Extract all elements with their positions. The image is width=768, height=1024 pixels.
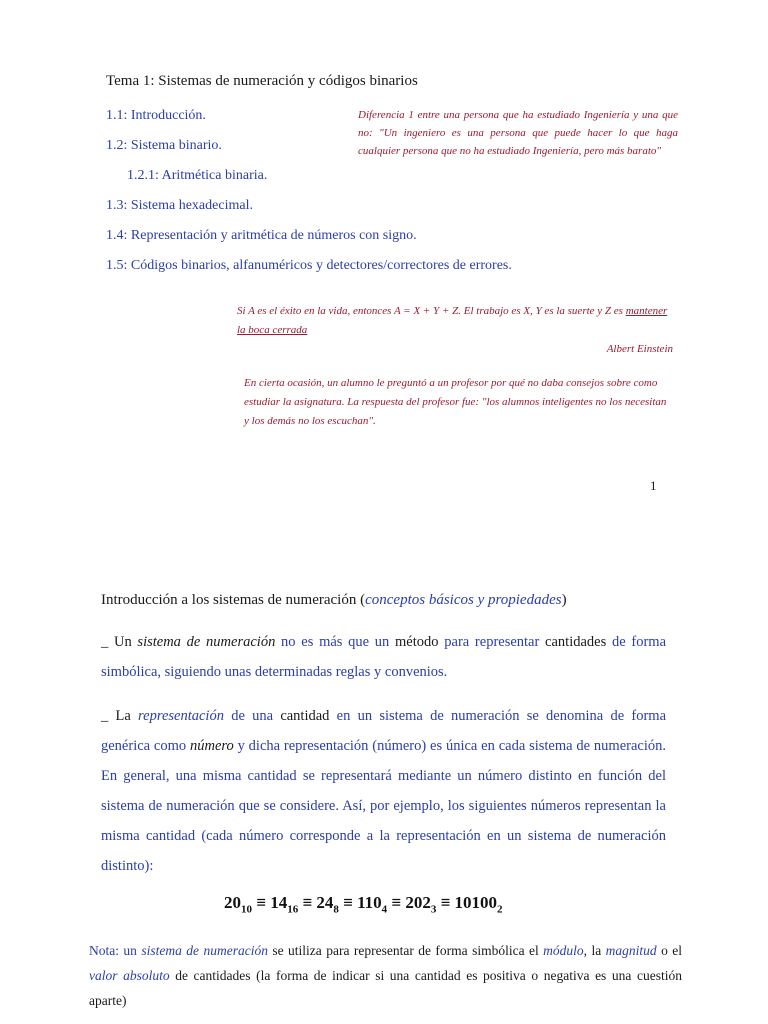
note-paragraph [89, 938, 682, 1013]
note-module: módulo [543, 943, 584, 958]
note-magnitude: magnitud [605, 943, 657, 958]
formula-term: $202_3$ [405, 893, 437, 916]
paragraph-representation [101, 701, 666, 881]
note-text-3: o el [656, 943, 683, 958]
p1-quantities: cantidades [545, 634, 607, 650]
p2-text-2: en un sistema de numeración se denomina de forma genérica como [101, 708, 667, 754]
p1-term: sistema de numeración [137, 634, 276, 650]
p1-bullet: _ Un [101, 634, 138, 650]
quote-einstein [237, 302, 673, 359]
section-title [101, 592, 567, 609]
p2-text-1: de una [223, 708, 281, 724]
note-term: un sistema de numeración [123, 943, 268, 958]
toc-item-1-3: 1.3: Sistema hexadecimal. [106, 198, 253, 213]
p1-method: método [395, 634, 439, 650]
toc-item-1-4: 1.4: Representación y aritmética de números con signo. [106, 228, 417, 243]
equiv-sign: ≡ [338, 893, 358, 912]
paragraph-definition [101, 627, 666, 687]
section-title-subtitle: conceptos básicos y propiedades [365, 592, 562, 608]
note-absolute-value: valor absoluto [89, 968, 170, 983]
p2-number: número [189, 738, 234, 754]
p1-text-2: para representar [438, 634, 546, 650]
note-text-2: , la [583, 943, 606, 958]
p2-text-3: y dicha representación (número) es única en cada sistema de numeración. En general, una misma cantidad se representará mediante un número distinto en función del sistema de numeración que se considere. Así, por ejemplo, los siguientes números representan la misma cantidad (cada número corresponde a la representación en un sistema de numeración distinto): [101, 738, 666, 874]
equivalence-formula [224, 893, 503, 915]
toc-item-1-2: 1.2: Sistema binario. [106, 138, 222, 153]
section-title-close: ) [561, 592, 567, 608]
equiv-sign: ≡ [298, 893, 317, 912]
formula-term: $10100_2$ [454, 893, 503, 916]
note-text-4: de cantidades (la forma de indicar si una cantidad es positiva o negativa es una cuestión aparte) [89, 968, 682, 1008]
quote-student: En cierta ocasión, un alumno le preguntó a un profesor por qué no daba consejos sobre como estudiar la asignatura. La respuesta del profesor fue: "los alumnos inteligentes no los necesitan y los demás no los escuchan". [244, 377, 667, 427]
equiv-sign: ≡ [387, 893, 406, 912]
quote-einstein-underlined: mantener la boca cerrada [237, 305, 668, 336]
formula-term: $24_8$ [316, 893, 339, 916]
toc-item-1-5: 1.5: Códigos binarios, alfanuméricos y detectores/correctores de errores. [106, 258, 512, 273]
p2-term: representación [138, 708, 224, 724]
quote-engineer: Diferencia 1 entre una persona que ha estudiado Ingeniería y una que no: "Un ingeniero es una persona que puede hacer lo que haga cualquier persona que no ha estudiado Ingeniería, pero más barato" [358, 109, 678, 157]
document-title: Tema 1: Sistemas de numeración y códigos binarios [106, 73, 418, 89]
p2-quantity: cantidad [280, 708, 330, 724]
equiv-sign: ≡ [252, 893, 271, 912]
toc-item-1-1: 1.1: Introducción. [106, 108, 206, 123]
section-title-main: Introducción a los sistemas de numeración ( [101, 592, 366, 608]
formula-term: $20_{10}$ [224, 893, 252, 916]
toc-item-1-2-1: 1.2.1: Aritmética binaria. [127, 168, 268, 183]
note-text-1: se utiliza para representar de forma simbólica el [267, 943, 544, 958]
quote-author: Albert Einstein [606, 343, 673, 355]
p1-text-3: de forma simbólica, siguiendo unas determinadas reglas y convenios. [101, 634, 666, 680]
formula-term: $14_{16}$ [270, 893, 299, 916]
formula-term: $110_4$ [357, 893, 388, 916]
equiv-sign: ≡ [436, 893, 455, 912]
quote-einstein-text [237, 302, 673, 340]
note-label: Nota: [89, 943, 124, 958]
p1-text-1: no es más que un [275, 634, 396, 650]
p2-bullet: _ La [101, 708, 139, 724]
page-number: 1 [650, 478, 657, 493]
quote-einstein-body: Si A es el éxito en la vida, entonces A = X + Y + Z. El trabajo es X, Y es la suerte y Z es [237, 305, 626, 317]
